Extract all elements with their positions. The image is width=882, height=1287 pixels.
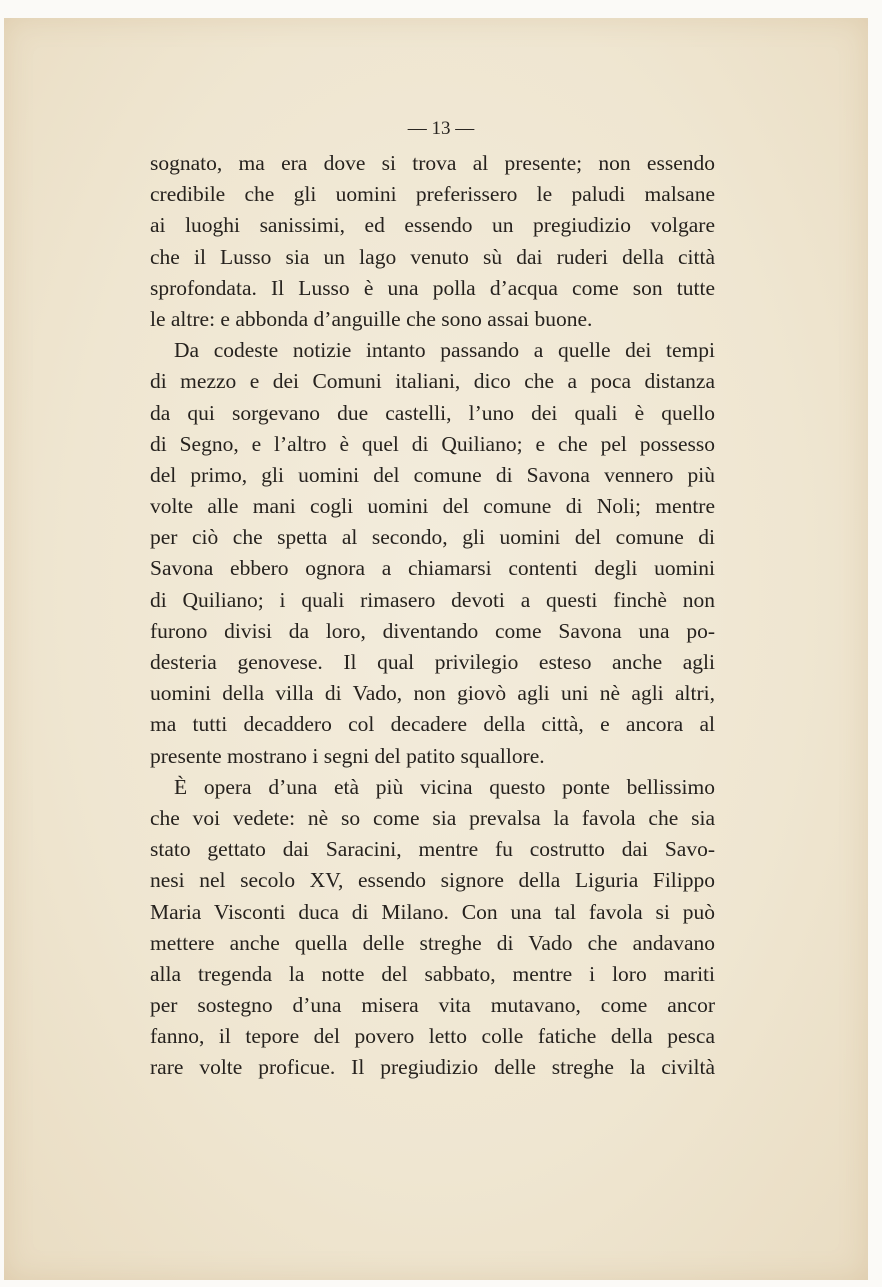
text-line: ma tutti decaddero col decadere della città, e ancora al — [150, 712, 715, 737]
text-line: di mezzo e dei Comuni italiani, dico che a poca distanza — [150, 369, 715, 394]
text-line: alla tregenda la notte del sabbato, mentre i loro mariti — [150, 961, 715, 986]
text-line: di Quiliano; i quali rimasero devoti a questi finchè non — [150, 587, 715, 612]
text-line: nesi nel secolo XV, essendo signore della Liguria Filippo — [150, 868, 715, 893]
text-line: di Segno, e l’altro è quel di Quiliano; e che pel possesso — [150, 431, 715, 456]
text-line: ai luoghi sanissimi, ed essendo un pregiudizio volgare — [150, 213, 715, 238]
text-line: rare volte proficue. Il pregiudizio delle streghe la civiltà — [150, 1055, 715, 1080]
text-line: sognato, ma era dove si trova al presente; non essendo — [150, 151, 715, 175]
text-line: stato gettato dai Saracini, mentre fu costrutto dai Savo- — [150, 837, 715, 862]
text-line: per ciò che spetta al secondo, gli uomini del comune di — [150, 525, 715, 550]
text-line: uomini della villa di Vado, non giovò agli uni nè agli altri, — [150, 681, 715, 706]
text-line: fanno, il tepore del povero letto colle fatiche della pesca — [150, 1024, 715, 1049]
text-line: per sostegno d’una misera vita mutavano, come ancor — [150, 993, 715, 1018]
page-number: — 13 — — [407, 118, 475, 139]
text-line: volte alle mani cogli uomini del comune di Noli; mentre — [150, 494, 715, 519]
text-line: che il Lusso sia un lago venuto sù dai ruderi della città — [150, 244, 715, 269]
text-line: desteria genovese. Il qual privilegio esteso anche agli — [150, 650, 715, 674]
text-line: sprofondata. Il Lusso è una polla d’acqua come son tutte — [150, 275, 715, 300]
text-line: presente mostrano i segni del patito squallore. — [150, 743, 545, 768]
text-line: credibile che gli uomini preferissero le paludi malsane — [150, 182, 715, 207]
text-line: Da codeste notizie intanto passando a quelle dei tempi — [174, 338, 715, 363]
text-line: furono divisi da loro, diventando come Savona una po- — [150, 618, 715, 643]
text-line: Savona ebbero ognora a chiamarsi contenti degli uomini — [150, 556, 715, 581]
body-text — [150, 148, 715, 1084]
text-line: Maria Visconti duca di Milano. Con una tal favola si può — [150, 899, 715, 924]
text-line: È opera d’una età più vicina questo ponte bellissimo — [174, 774, 715, 799]
text-line: che voi vedete: nè so come sia prevalsa la favola che sia — [150, 805, 715, 830]
text-line: da qui sorgevano due castelli, l’uno dei quali è quello — [150, 400, 715, 425]
text-line: le altre: e abbonda d’anguille che sono assai buone. — [150, 306, 593, 331]
text-line: mettere anche quella delle streghe di Vado che andavano — [150, 930, 715, 955]
text-line: del primo, gli uomini del comune di Savona vennero più — [150, 462, 715, 487]
